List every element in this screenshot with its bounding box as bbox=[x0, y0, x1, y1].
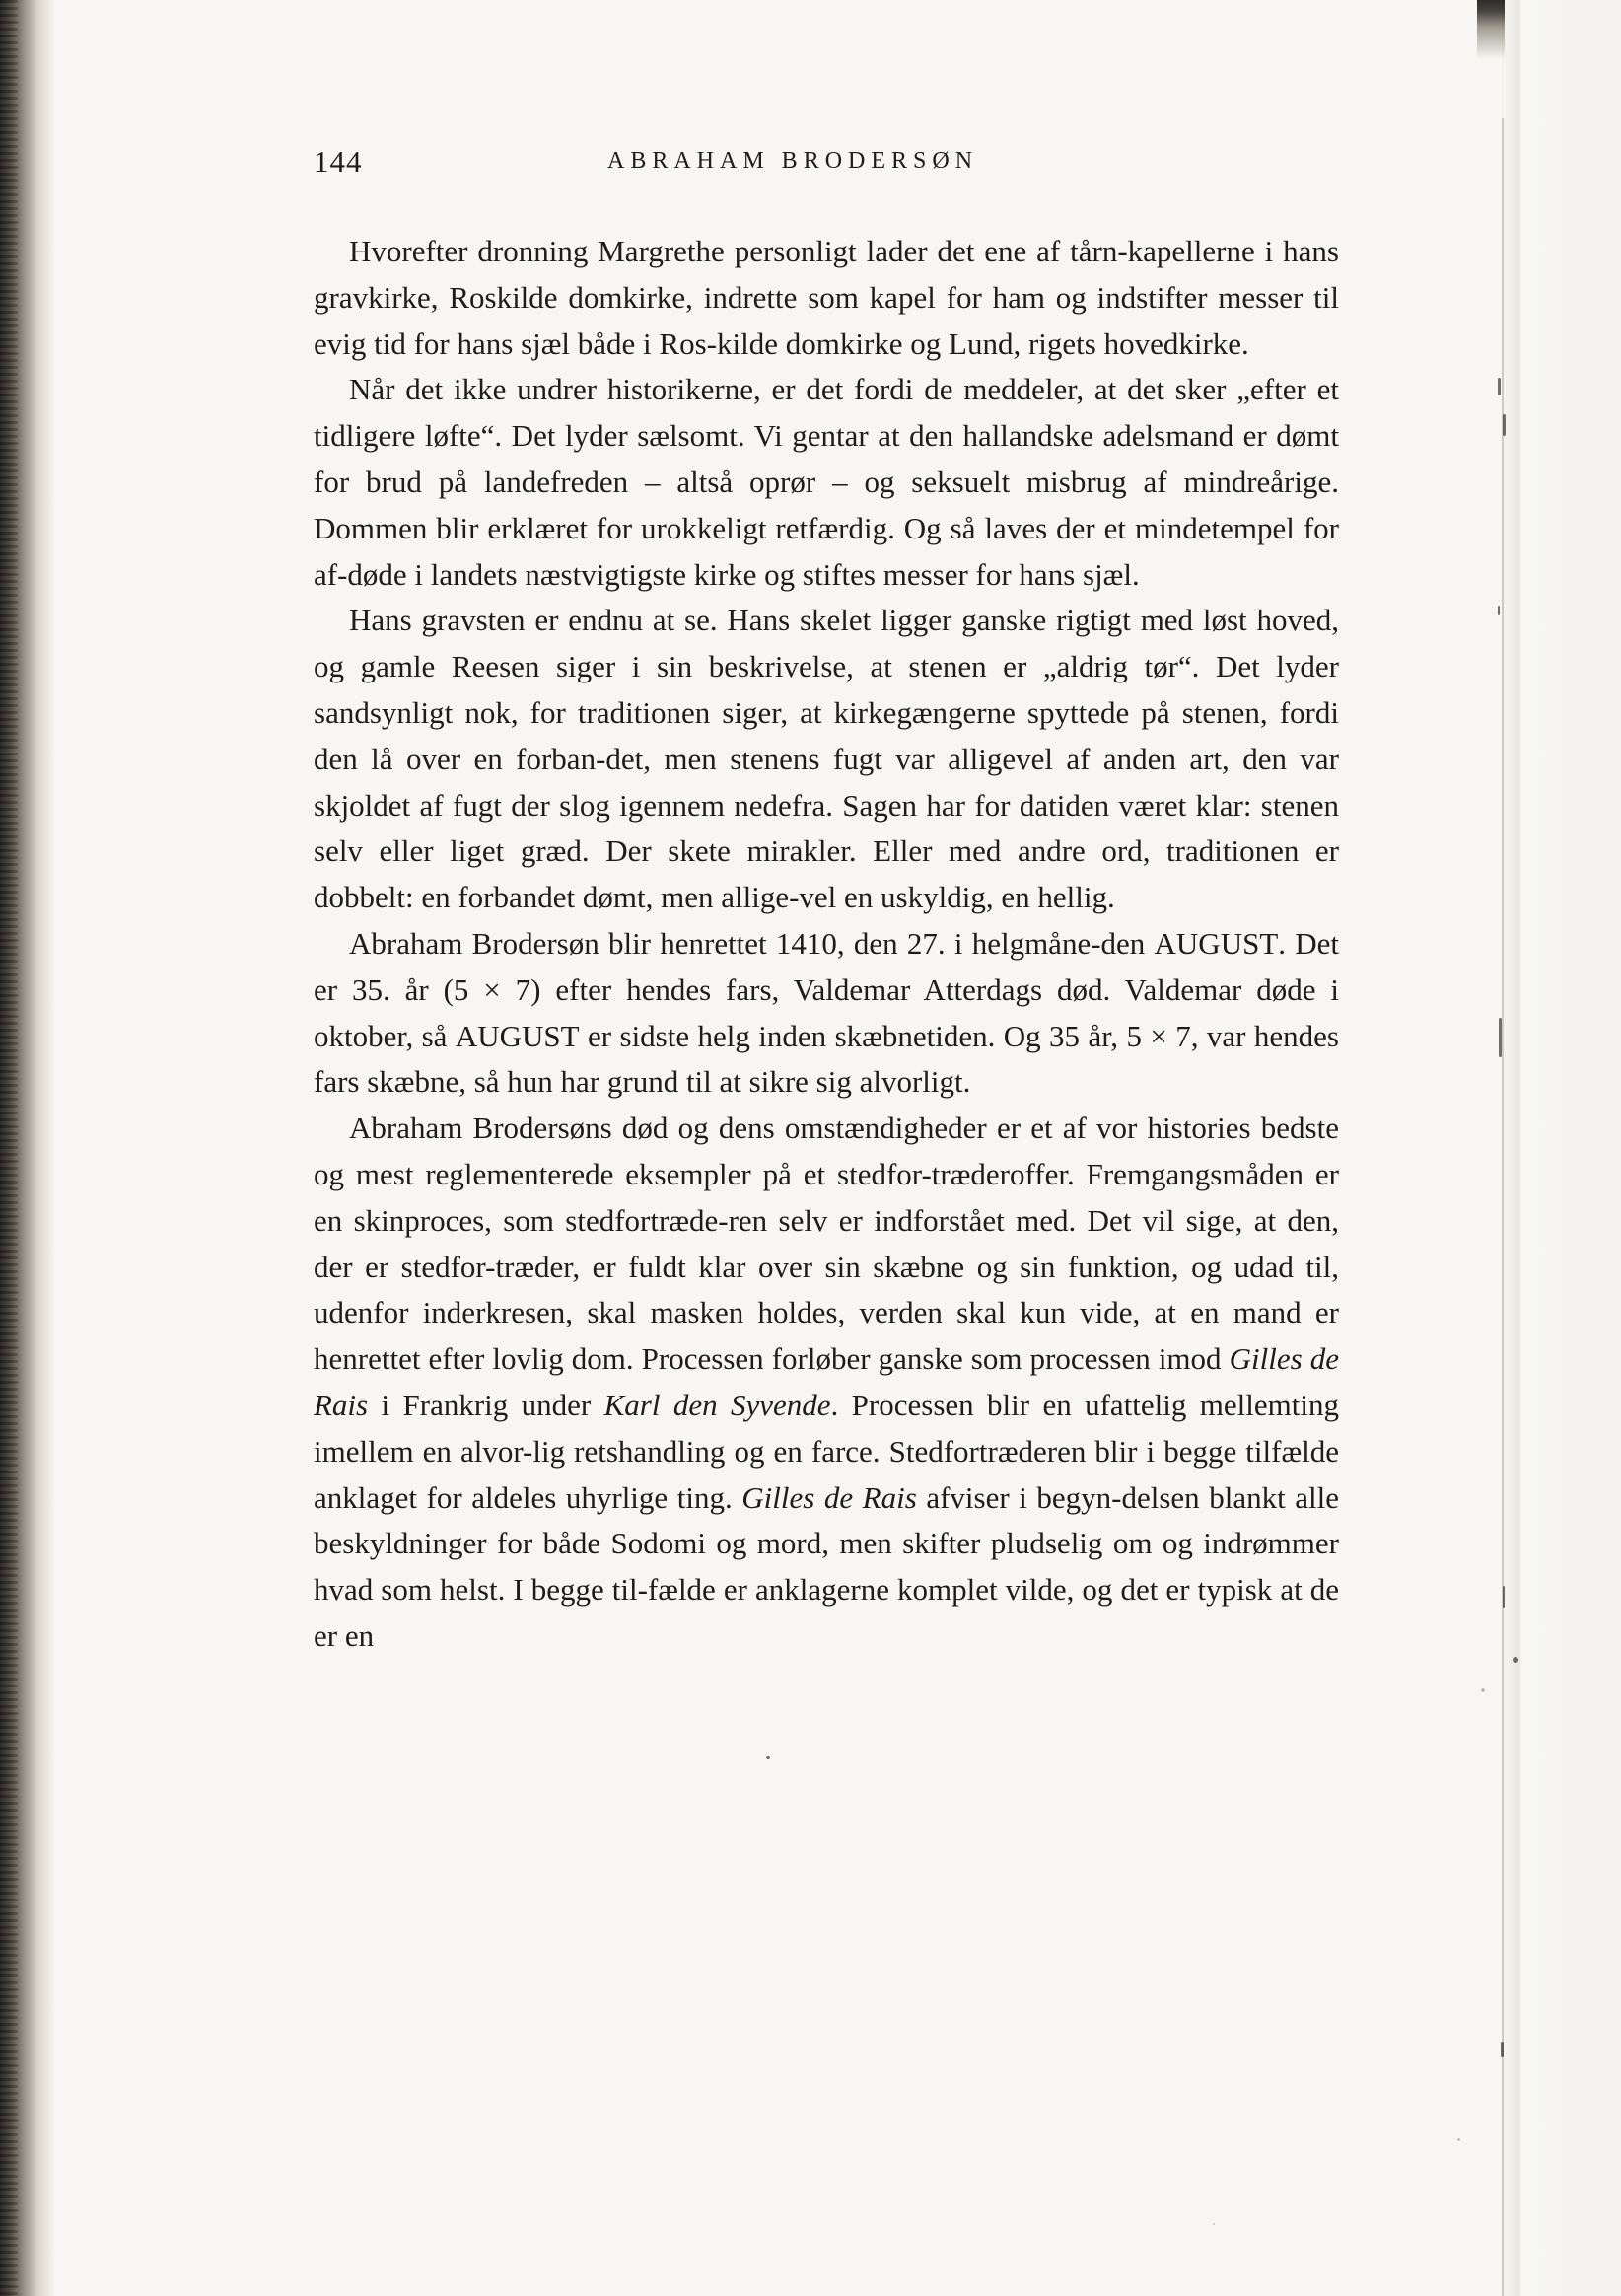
paragraph-text: i Frankrig under bbox=[368, 1387, 604, 1422]
paragraph-3 bbox=[314, 598, 1339, 921]
paragraph-text: Når det ikke undrer historikerne, er det fordi de meddeler, at det sker „efter et tidligere løfte“. Det lyder sælsomt. Vi gentar at den hallandske adelsmand er dømt for brud på landefreden – altså oprør – og seksuelt misbrug af mindreårige. Dommen blir erklæret for urokkeligt retfærdig. Og så laves der et mindetempel for af-døde i landets næstvigtigste kirke og stiftes messer for hans sjæl. bbox=[314, 372, 1339, 592]
paragraph-text: Abraham Brodersøns død og dens omstændigheder er et af vor histories bedste og mest reglementerede eksempler på et stedfor-træderoffer. Fremgangsmåden er en skinproces, som stedfortræde-ren selv er indforstået med. Det vil sige, at den, der er stedfor-træder, er fuldt klar over sin skæbne og sin funktion, og udad til, udenfor inderkresen, skal masken holdes, verden skal kun vide, at en mand er henrettet efter lovlig dom. Processen forløber ganske som processen imod bbox=[314, 1111, 1339, 1377]
paper-speck bbox=[1457, 2138, 1460, 2141]
italic-name: Gilles de Rais bbox=[314, 1341, 1339, 1422]
paragraph-text: afviser i begyn-delsen blankt alle beskyldninger for både Sodomi og mord, men skifter pludselig om og indrømmer hvad som helst. I begge til-fælde er anklagerne komplet vilde, og det er typisk at de er en bbox=[314, 1479, 1339, 1653]
scan-mark bbox=[1498, 606, 1500, 615]
paragraph-2 bbox=[314, 367, 1339, 598]
page-number: 144 bbox=[314, 144, 363, 179]
body-text bbox=[314, 229, 1339, 1660]
paragraph-4 bbox=[314, 921, 1339, 1106]
paragraph-text: . Processen blir en ufattelig mellemting imellem en alvor-lig retshandling og en farce. Stedfortræderen blir i begge tilfælde anklaget for aldeles uhyrlige ting. bbox=[314, 1387, 1339, 1515]
page-edge-right bbox=[1503, 0, 1621, 2296]
book-page-content bbox=[314, 144, 1339, 1978]
scan-mark bbox=[1503, 1586, 1505, 1608]
running-head bbox=[314, 144, 1339, 187]
scan-mark bbox=[1499, 1018, 1502, 1057]
paragraph-text: Hvorefter dronning Margrethe personligt lader det ene af tårn-kapellerne i hans gravkirke, Roskilde domkirke, indrette som kapel for ham og indstifter messer til evig tid for hans sjæl både i Ros-kilde domkirke og Lund, rigets hovedkirke. bbox=[314, 234, 1339, 361]
binding-edge-texture bbox=[0, 0, 18, 2296]
paragraph-text: er sidste helg inden skæbnetiden. Og 35 år, 5 × 7, var hendes fars skæbne, så hun har grund til at sikre sig alvorligt. bbox=[314, 1018, 1339, 1100]
italic-name: Gilles de Rais bbox=[741, 1479, 917, 1515]
paper-speck bbox=[1481, 1688, 1485, 1692]
paragraph-1 bbox=[314, 229, 1339, 367]
paper-speck bbox=[1213, 2223, 1215, 2225]
paragraph-text: . Det er 35. år (5 × 7) efter hendes fars, Valdemar Atterdags død. Valdemar døde i oktober, så bbox=[314, 925, 1340, 1053]
running-title: ABRAHAM BRODERSØN bbox=[607, 148, 979, 174]
page-crease bbox=[1502, 0, 1504, 2296]
italic-name: Karl den Syvende bbox=[603, 1387, 831, 1422]
top-right-shadow bbox=[1477, 0, 1505, 118]
scan-mark bbox=[1513, 1657, 1518, 1663]
scan-mark bbox=[1501, 2042, 1504, 2057]
paragraph-text: Abraham Brodersøn blir henrettet 1410, den 27. i helgmåne-den bbox=[349, 925, 1155, 961]
paragraph-text: Hans gravsten er endnu at se. Hans skelet ligger ganske rigtigt med løst hoved, og gamle Reesen siger i sin beskrivelse, at stenen er „aldrig tør“. Det lyder sandsynligt nok, for traditionen siger, at kirkegængerne spyttede på stenen, fordi den lå over en forban-det, men stenens fugt var alligevel af anden art, den var skjoldet af fugt der slog igennem nedefra. Sagen har for datiden været klar: stenen selv eller liget græd. Der skete mirakler. Eller med andre ord, traditionen er dobbelt: en forbandet dømt, men allige-vel en uskyldig, en hellig. bbox=[314, 603, 1339, 915]
month-name: AUGUST bbox=[1154, 925, 1279, 961]
scan-mark bbox=[1503, 414, 1506, 436]
month-name: AUGUST bbox=[455, 1018, 580, 1053]
scan-mark bbox=[1498, 378, 1501, 395]
paragraph-5 bbox=[314, 1106, 1339, 1660]
